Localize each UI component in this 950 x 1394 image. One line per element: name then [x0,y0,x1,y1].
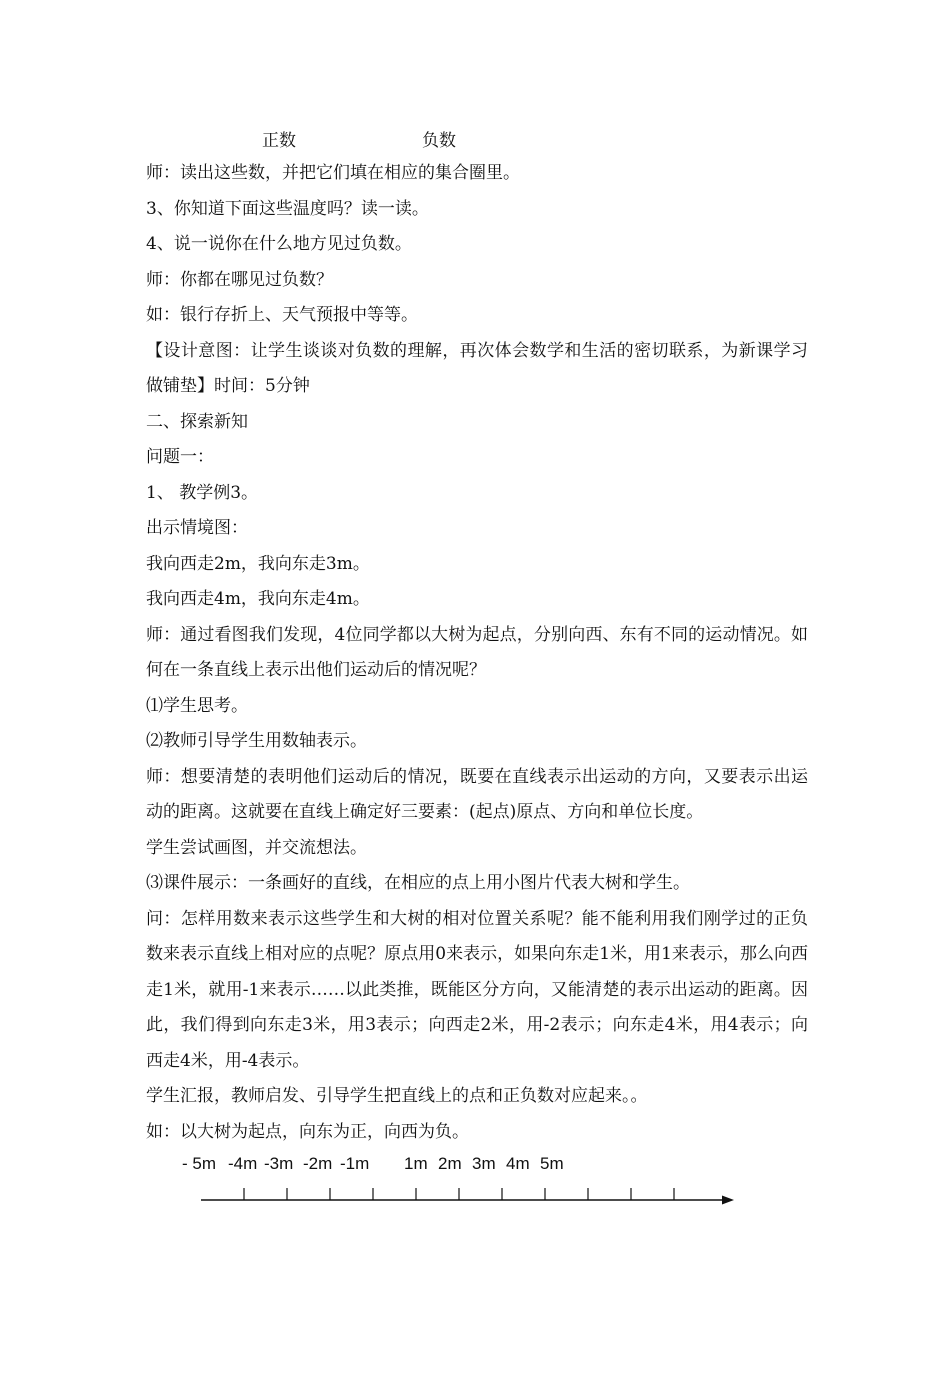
number-line-label: -4m [228,1154,258,1173]
paragraph: 如：以大树为起点，向东为正，向西为负。 [146,1121,469,1142]
set-labels-row [0,126,950,150]
number-line-label: 3m [472,1154,496,1173]
paragraph: 3、你知道下面这些温度吗？读一读。 [146,198,429,219]
paragraph: 师：通过看图我们发现，4位同学都以大树为起点，分别向西、东有不同的运动情况。如何在一条直线上表示出他们运动后的情况呢？ [146,624,808,680]
paragraph: 师：你都在哪见过负数？ [146,269,333,290]
axis-arrow-icon [722,1196,734,1205]
paragraph: 我向西走2m，我向东走3m。 [146,553,370,574]
number-line-label: - 5m [182,1154,216,1173]
paragraph: 1、 教学例3。 [146,482,259,503]
number-line-label: 5m [540,1154,564,1173]
design-intent-paragraph: 【设计意图：让学生谈谈对负数的理解，再次体会数学和生活的密切联系，为新课学习做铺垫】时间：5分钟 [146,340,808,396]
paragraph: ⑶课件展示：一条画好的直线，在相应的点上用小图片代表大树和学生。 [146,873,690,893]
paragraph: 学生尝试画图，并交流想法。 [146,837,367,858]
negative-set-label: 负数 [422,131,456,151]
paragraph: 问：怎样用数来表示这些学生和大树的相对位置关系呢？能不能利用我们刚学过的正负数来表示直线上相对应的点呢？原点用0来表示，如果向东走1米，用1来表示，那么向西走1米，就用-1来表示……以此类推，既能区分方向，又能清楚的表示出运动的距离。因此，我们得到向东走3米，用3表示；向西走2米，用-2表示；向东走4米，用4表示；向西走4米，用-4表示。 [146,908,808,1071]
lesson-body [146,156,808,1150]
number-line-label: 4m [506,1154,530,1173]
number-line-label: -1m [340,1154,370,1173]
number-line-label: -3m [264,1154,294,1173]
paragraph: 我向西走4m，我向东走4m。 [146,589,370,609]
paragraph: 师：想要清楚的表明他们运动后的情况，既要在直线表示出运动的方向，又要表示出运动的距离。这就要在直线上确定好三要素：(起点)原点、方向和单位长度。 [146,766,808,822]
paragraph: 出示情境图： [146,518,248,538]
positive-set-label: 正数 [262,131,296,151]
number-line [0,1148,950,1218]
paragraph: ⑴学生思考。 [146,695,248,716]
section-heading: 二、探索新知 [146,411,248,432]
paragraph: 问题一： [146,447,214,467]
paragraph: ⑵教师引导学生用数轴表示。 [146,731,367,751]
paragraph: 4、说一说你在什么地方见过负数。 [146,234,412,254]
paragraph: 师：读出这些数，并把它们填在相应的集合圈里。 [146,163,520,183]
paragraph: 学生汇报，教师启发、引导学生把直线上的点和正负数对应起来。。 [146,1086,648,1106]
number-line-label: 2m [438,1154,462,1173]
number-line-label: -2m [303,1154,333,1173]
number-line-label: 1m [404,1154,428,1173]
number-line-labels [0,1154,950,1178]
number-line-axis [0,1182,950,1212]
paragraph: 如：银行存折上、天气预报中等等。 [146,305,418,325]
